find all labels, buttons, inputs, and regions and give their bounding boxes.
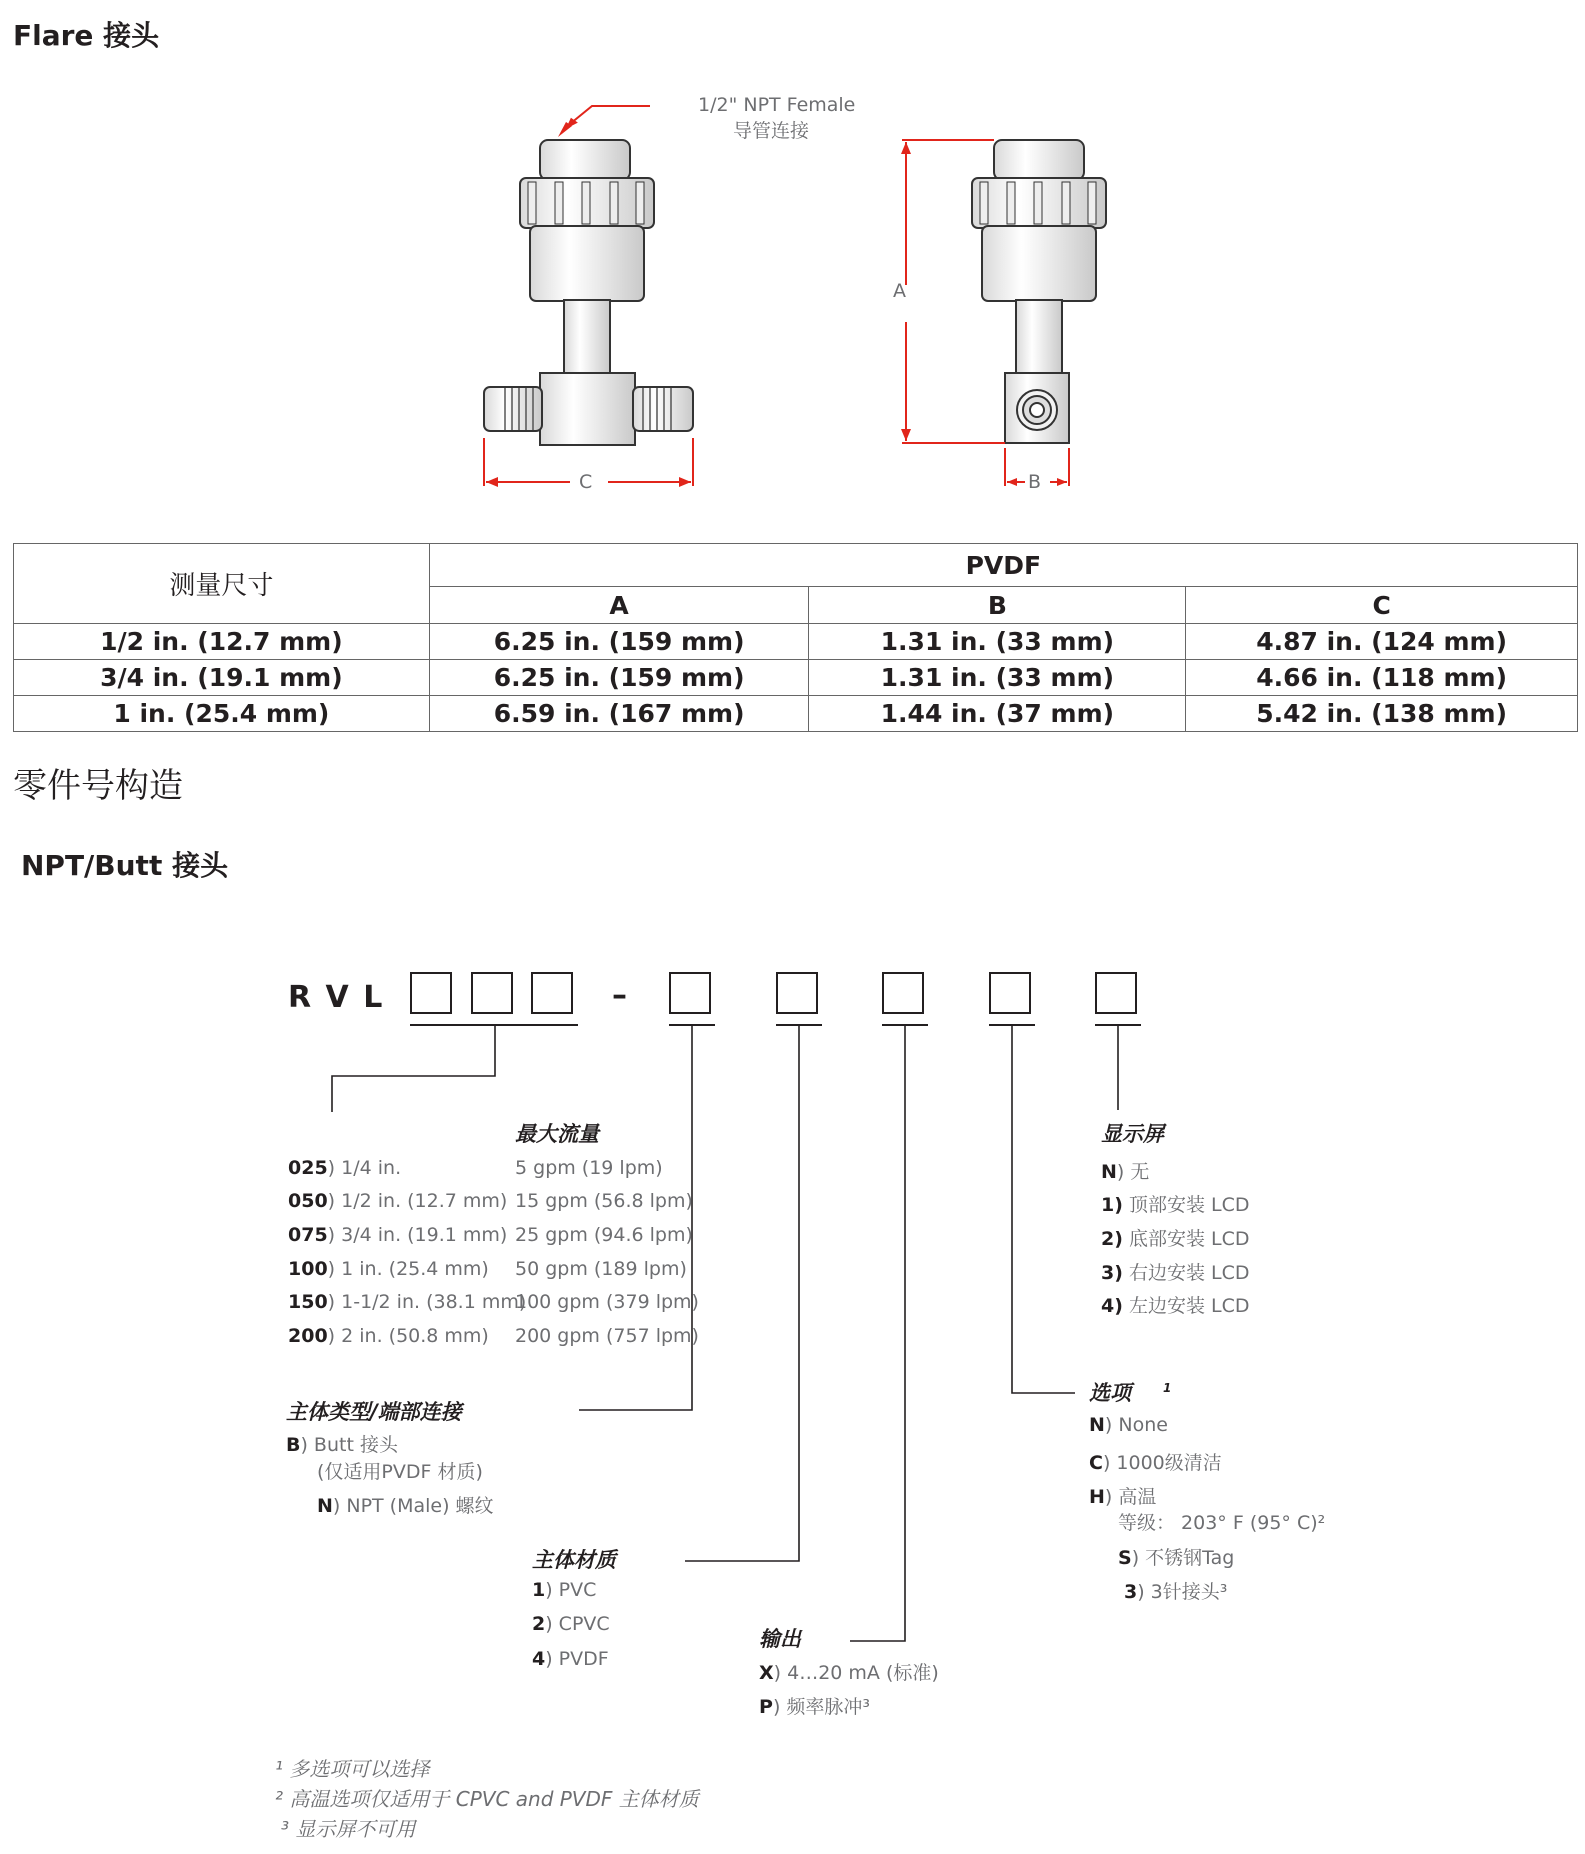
size-header: 测量尺寸 <box>14 544 430 624</box>
output-header: 输出 <box>759 1627 801 1651</box>
flow-value: 50 gpm (189 lpm) <box>515 1258 687 1280</box>
size-label: ) 1-1/2 in. (38.1 mm) <box>327 1291 527 1313</box>
material-option <box>532 1613 610 1635</box>
size-code: 100 <box>288 1258 328 1280</box>
size-code: 050 <box>288 1190 328 1212</box>
flow-value: 15 gpm (56.8 lpm) <box>515 1190 693 1212</box>
option-label: ) NPT (Male) 螺纹 <box>332 1495 494 1517</box>
option-label: 顶部安装 LCD <box>1122 1194 1250 1216</box>
size-code: 025 <box>288 1157 328 1179</box>
dimension-b-label: B <box>1028 471 1042 493</box>
body-type-option-n <box>317 1491 494 1518</box>
b-cell: 1.31 in. (33 mm) <box>809 624 1186 660</box>
option-label: ) Butt 接头 <box>300 1434 398 1456</box>
option-code: 3 <box>1124 1581 1138 1603</box>
option-label: ) PVDF <box>545 1648 609 1670</box>
option-label: 右边安装 LCD <box>1122 1262 1250 1284</box>
option-code: P <box>759 1696 773 1718</box>
flow-header: 最大流量 <box>515 1122 599 1146</box>
option-code: B <box>286 1434 301 1456</box>
option-code: H <box>1089 1486 1105 1508</box>
option-label: ) 频率脉冲³ <box>772 1696 871 1718</box>
options-option-n <box>1089 1414 1168 1436</box>
c-cell: 4.87 in. (124 mm) <box>1186 624 1578 660</box>
option-label: ) 3针接头³ <box>1137 1581 1228 1603</box>
options-option-3 <box>1124 1577 1227 1604</box>
callout-label-line2: 导管连接 <box>733 120 810 142</box>
flare-title: Flare 接头 <box>13 19 160 52</box>
dimension-c-label: C <box>579 471 593 493</box>
display-option <box>1101 1291 1249 1318</box>
flow-value: 5 gpm (19 lpm) <box>515 1157 663 1179</box>
option-code: 4 <box>532 1648 546 1670</box>
options-option-s <box>1118 1543 1234 1570</box>
column-b-header: B <box>809 587 1186 624</box>
a-cell: 6.25 in. (159 mm) <box>429 660 809 696</box>
options-header <box>1089 1377 1171 1407</box>
a-cell: 6.25 in. (159 mm) <box>429 624 809 660</box>
option-code: 1 <box>532 1579 546 1601</box>
material-option <box>532 1648 609 1670</box>
npt-butt-title: NPT/Butt 接头 <box>21 849 229 882</box>
option-label: ) CPVC <box>545 1613 610 1635</box>
option-label: ) 不锈钢Tag <box>1131 1547 1235 1569</box>
footnote-1: ¹ 多选项可以选择 <box>275 1757 430 1781</box>
b-cell: 1.44 in. (37 mm) <box>809 696 1186 732</box>
body-material-header: 主体材质 <box>532 1548 616 1572</box>
output-option <box>759 1658 939 1685</box>
c-cell: 5.42 in. (138 mm) <box>1186 696 1578 732</box>
option-code: X <box>759 1662 774 1684</box>
size-option-row <box>288 1325 489 1347</box>
part-code-dash: – <box>612 978 627 1013</box>
display-option <box>1101 1157 1149 1184</box>
display-header: 显示屏 <box>1101 1122 1164 1146</box>
size-code: 075 <box>288 1224 328 1246</box>
column-c-header: C <box>1186 587 1578 624</box>
size-label: ) 2 in. (50.8 mm) <box>327 1325 489 1347</box>
options-header-footnote: 1 <box>1163 1381 1172 1395</box>
size-label: ) 1/2 in. (12.7 mm) <box>327 1190 508 1212</box>
flow-value: 200 gpm (757 lpm) <box>515 1325 699 1347</box>
option-code: 4) <box>1101 1295 1123 1317</box>
column-a-header: A <box>429 587 809 624</box>
option-label: ) 高温 <box>1104 1486 1157 1508</box>
size-option-row <box>288 1224 507 1246</box>
size-code: 150 <box>288 1291 328 1313</box>
footnote-3: ³ 显示屏不可用 <box>281 1817 416 1841</box>
output-option <box>759 1692 870 1719</box>
footnote-2: ² 高温选项仅适用于 CPVC and PVDF 主体材质 <box>275 1787 699 1811</box>
options-option-c <box>1089 1448 1222 1475</box>
c-cell: 4.66 in. (118 mm) <box>1186 660 1578 696</box>
option-code: 1) <box>1101 1194 1123 1216</box>
size-cell: 1/2 in. (12.7 mm) <box>14 624 430 660</box>
body-type-option-b <box>286 1430 398 1457</box>
dimension-a-label: A <box>893 280 906 302</box>
size-option-row <box>288 1258 489 1280</box>
options-header-text: 选项 <box>1089 1381 1131 1405</box>
option-code: S <box>1118 1547 1132 1569</box>
flow-value: 25 gpm (94.6 lpm) <box>515 1224 693 1246</box>
size-code: 200 <box>288 1325 328 1347</box>
part-number-title: 零件号构造 <box>13 766 183 806</box>
option-code: N <box>1101 1161 1117 1183</box>
size-option-row <box>288 1157 401 1179</box>
option-label: ) PVC <box>545 1579 597 1601</box>
display-option <box>1101 1258 1249 1285</box>
option-code: N <box>1089 1414 1105 1436</box>
b-cell: 1.31 in. (33 mm) <box>809 660 1186 696</box>
flow-value: 100 gpm (379 lpm) <box>515 1291 699 1313</box>
body-type-header: 主体类型/端部连接 <box>286 1400 462 1424</box>
size-label: ) 1 in. (25.4 mm) <box>327 1258 489 1280</box>
material-header: PVDF <box>429 544 1577 587</box>
size-option-row <box>288 1190 507 1212</box>
option-label: 左边安装 LCD <box>1122 1295 1250 1317</box>
option-label: ) 1000级清洁 <box>1102 1452 1222 1474</box>
size-cell: 1 in. (25.4 mm) <box>14 696 430 732</box>
option-label: ) None <box>1104 1414 1168 1436</box>
options-option-h <box>1089 1482 1156 1509</box>
option-code: 2 <box>532 1613 546 1635</box>
part-code-prefix: R V L <box>288 980 385 1015</box>
a-cell: 6.59 in. (167 mm) <box>429 696 809 732</box>
material-option <box>532 1579 596 1601</box>
size-label: ) 3/4 in. (19.1 mm) <box>327 1224 508 1246</box>
option-code: 2) <box>1101 1228 1123 1250</box>
size-option-row <box>288 1291 526 1313</box>
option-code: N <box>317 1495 333 1517</box>
option-code: 3) <box>1101 1262 1123 1284</box>
display-option <box>1101 1190 1249 1217</box>
option-code: C <box>1089 1452 1103 1474</box>
options-h-note: 等级： 203° F (95° C)² <box>1118 1512 1326 1534</box>
option-label: 底部安装 LCD <box>1122 1228 1250 1250</box>
option-label: ) 4…20 mA (标准) <box>773 1662 939 1684</box>
body-type-b-note: (仅适用PVDF 材质) <box>317 1461 483 1483</box>
display-option <box>1101 1224 1249 1251</box>
callout-label-line1: 1/2" NPT Female <box>698 94 856 116</box>
option-label: ) 无 <box>1116 1161 1150 1183</box>
size-label: ) 1/4 in. <box>327 1157 402 1179</box>
size-cell: 3/4 in. (19.1 mm) <box>14 660 430 696</box>
